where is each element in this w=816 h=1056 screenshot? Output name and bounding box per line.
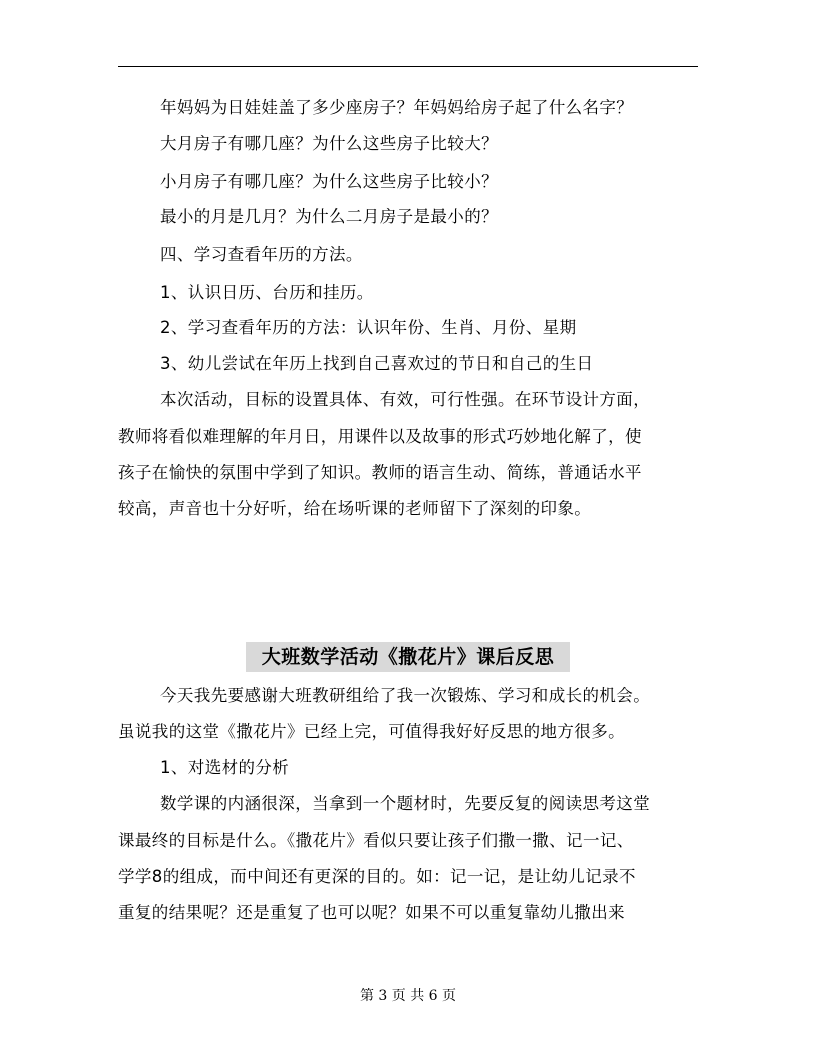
section-title: 大班数学活动《撒花片》课后反思 [246,642,570,672]
paragraph-line: 课最终的目标是什么。《撒花片》看似只要让孩子们撒一撒、记一记、 [118,831,634,850]
paragraph-line: 学学8的组成，而中间还有更深的目的。如：记一记，是让幼儿记录不 [118,867,636,886]
header-rule [118,66,698,67]
text-line: 3、幼儿尝试在年历上找到自己喜欢过的节日和自己的生日 [160,354,594,373]
text-line: 大月房子有哪几座？为什么这些房子比较大？ [160,134,498,153]
page-number: 第 3 页 共 6 页 [359,988,457,1004]
text-line: 年妈妈为日娃娃盖了多少座房子？年妈妈给房子起了什么名字？ [160,98,634,117]
text-line: 四、学习查看年历的方法。 [160,245,363,264]
paragraph-line: 教师将看似难理解的年月日，用课件以及故事的形式巧妙地化解了，使 [118,427,642,446]
paragraph-line: 较高，声音也十分好听，给在场听课的老师留下了深刻的印象。 [118,499,592,518]
text-line: 小月房子有哪几座？为什么这些房子比较小？ [160,172,498,191]
paragraph-line: 数学课的内涵很深，当拿到一个题材时，先要反复的阅读思考这堂 [160,794,651,813]
paragraph-line: 虽说我的这堂《撒花片》已经上完，可值得我好好反思的地方很多。 [118,722,625,741]
paragraph-line: 本次活动，目标的设置具体、有效，可行性强。在环节设计方面， [160,390,651,409]
text-line: 2、学习查看年历的方法：认识年份、生肖、月份、星期 [160,318,577,337]
paragraph-line: 孩子在愉快的氛围中学到了知识。教师的语言生动、简练，普通话水平 [118,463,642,482]
paragraph-line: 重复的结果呢？还是重复了也可以呢？如果不可以重复靠幼儿撒出来 [118,903,625,922]
subheading: 1、对选材的分析 [160,758,290,777]
paragraph-line: 今天我先要感谢大班教研组给了我一次锻炼、学习和成长的机会。 [160,686,651,705]
text-line: 最小的月是几月？为什么二月房子是最小的？ [160,207,498,226]
text-line: 1、认识日历、台历和挂历。 [160,283,374,302]
